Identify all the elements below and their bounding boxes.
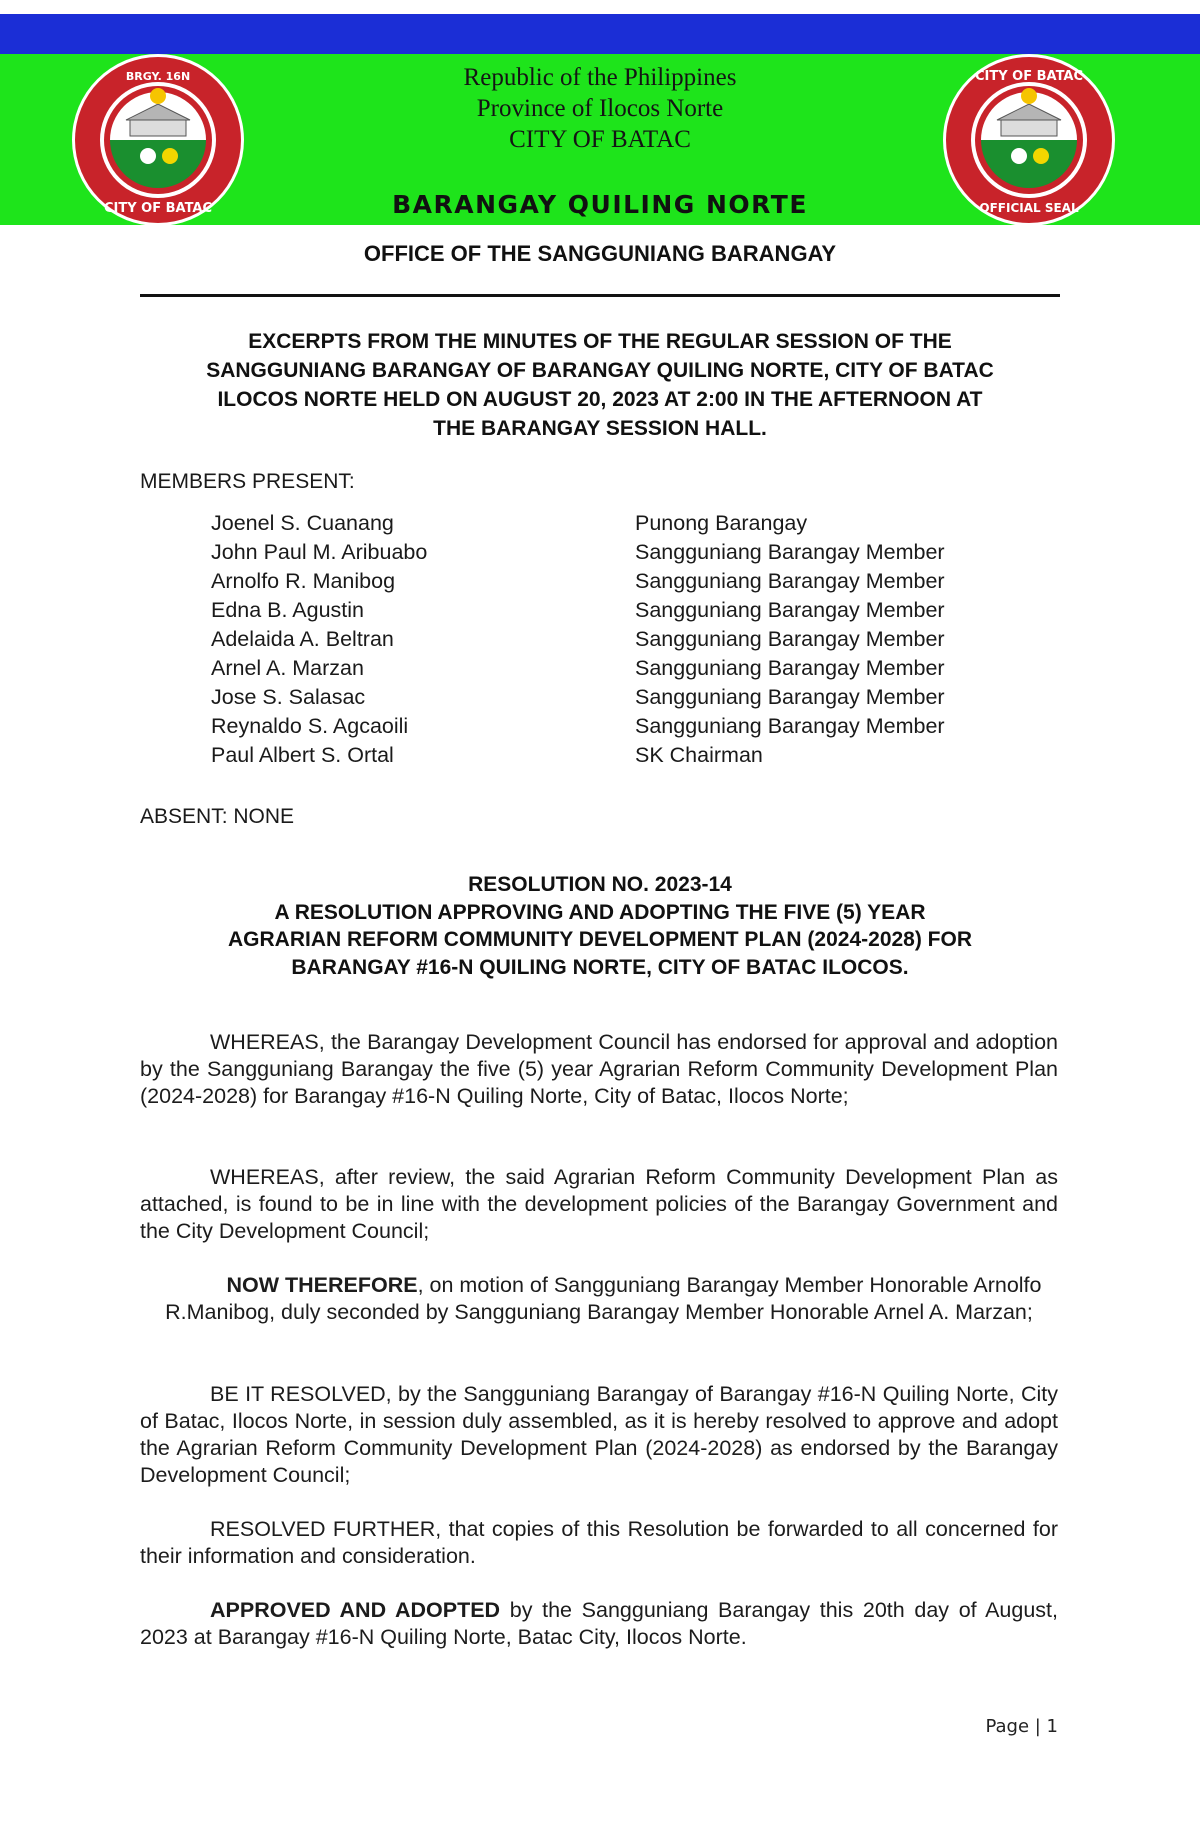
member-name: Arnel A. Marzan: [211, 656, 364, 680]
member-row: [211, 683, 1031, 712]
member-position: Sangguniang Barangay Member: [635, 656, 945, 680]
header-address: [400, 62, 800, 155]
now-therefore-lead: NOW THEREFORE: [226, 1273, 418, 1297]
member-row: [211, 596, 1031, 625]
title-divider: [140, 294, 1060, 297]
member-row: [211, 741, 1031, 770]
member-row: [211, 538, 1031, 567]
member-position: Sangguniang Barangay Member: [635, 714, 945, 738]
page-number: Page | 1: [985, 1716, 1058, 1737]
paragraph-text: RESOLVED FURTHER, that copies of this Resolution be forwarded to all concerned for their information and consideration.: [140, 1517, 1058, 1568]
resolution-title-line: A RESOLUTION APPROVING AND ADOPTING THE FIVE (5) YEAR: [274, 900, 926, 924]
members-present-label: MEMBERS PRESENT:: [140, 470, 355, 493]
resolution-title-line: BARANGAY #16-N QUILING NORTE, CITY OF BATAC ILOCOS.: [291, 955, 909, 979]
paragraph-text: WHEREAS, the Barangay Development Council has endorsed for approval and adoption by the Sangguniang Barangay the five (5) year Agrarian Reform Community Development Plan (2024-2028) for Barangay #16-N Quiling Norte, City of Batac, Ilocos Norte;: [140, 1030, 1058, 1108]
member-row: [211, 625, 1031, 654]
member-name: Arnolfo R. Manibog: [211, 569, 396, 593]
member-position: Sangguniang Barangay Member: [635, 627, 945, 651]
excerpt-line: EXCERPTS FROM THE MINUTES OF THE REGULAR SESSION OF THE: [248, 330, 952, 353]
member-row: [211, 567, 1031, 596]
office-title: OFFICE OF THE SANGGUNIANG BARANGAY: [363, 241, 837, 266]
header-top-bar: [0, 14, 1200, 54]
barangay-seal-icon: [70, 52, 246, 228]
whereas-paragraph-1: [140, 1029, 1058, 1110]
header-province: Province of Ilocos Norte: [476, 95, 724, 122]
absent-line: ABSENT: NONE: [140, 805, 295, 828]
barangay-name: BARANGAY QUILING NORTE: [392, 190, 808, 219]
member-name: Joenel S. Cuanang: [211, 511, 394, 535]
header-country: Republic of the Philippines: [463, 64, 737, 91]
header-city: CITY OF BATAC: [509, 126, 691, 153]
excerpt-line: SANGGUNIANG BARANGAY OF BARANGAY QUILING NORTE, CITY OF BATAC: [206, 359, 994, 382]
member-position: SK Chairman: [635, 743, 763, 767]
svg-text:OFFICIAL SEAL: OFFICIAL SEAL: [979, 201, 1079, 215]
member-position: Punong Barangay: [635, 511, 808, 535]
paragraph-text: , on motion of Sangguniang Barangay Member Honorable Arnolfo R.Manibog, duly seconded by Sangguniang Barangay Member Honorable Arnel A. Marzan;: [165, 1273, 1042, 1324]
svg-text:BRGY. 16N: BRGY. 16N: [125, 70, 191, 83]
paragraph-text: by the Sangguniang Barangay this 20th day of August, 2023 at Barangay #16-N Quiling Norte, Batac City, Ilocos Norte.: [140, 1598, 1059, 1649]
paragraph-text: BE IT RESOLVED, by the Sangguniang Barangay of Barangay #16-N Quiling Norte, City of Batac, Ilocos Norte, in session duly assembled, as it is hereby resolved to approve and adopt the Agrarian Reform Community Development Plan (2024-2028) as endorsed by the Barangay Development Council;: [140, 1382, 1058, 1487]
members-list: [211, 509, 1031, 770]
member-row: [211, 712, 1031, 741]
approved-paragraph: [140, 1597, 1058, 1651]
member-name: Jose S. Salasac: [211, 685, 366, 709]
resolution-title-line: AGRARIAN REFORM COMMUNITY DEVELOPMENT PLAN (2024-2028) FOR: [227, 928, 973, 951]
member-position: Sangguniang Barangay Member: [635, 540, 945, 564]
resolved-paragraph: [140, 1381, 1058, 1489]
svg-text:CITY OF BATAC: CITY OF BATAC: [974, 69, 1084, 84]
member-name: Reynaldo S. Agcaoili: [211, 714, 409, 738]
resolved-further-paragraph: [140, 1516, 1058, 1570]
member-name: John Paul M. Aribuabo: [211, 540, 428, 564]
member-row: [211, 509, 1031, 538]
member-position: Sangguniang Barangay Member: [635, 598, 945, 622]
approved-lead: APPROVED AND ADOPTED: [210, 1598, 501, 1622]
member-position: Sangguniang Barangay Member: [635, 685, 945, 709]
paragraph-text: WHEREAS, after review, the said Agrarian Reform Community Development Plan as attached, is found to be in line with the development policies of the Barangay Government and the City Development Council;: [140, 1165, 1058, 1243]
excerpt-line: ILOCOS NORTE HELD ON AUGUST 20, 2023 AT 2:00 IN THE AFTERNOON AT: [217, 388, 983, 411]
svg-text:CITY OF BATAC: CITY OF BATAC: [103, 201, 213, 216]
member-position: Sangguniang Barangay Member: [635, 569, 945, 593]
member-name: Adelaida A. Beltran: [211, 627, 394, 651]
excerpt-heading: [140, 327, 1060, 443]
now-therefore-paragraph: [140, 1272, 1058, 1326]
whereas-paragraph-2: [140, 1164, 1058, 1245]
member-name: Paul Albert S. Ortal: [211, 743, 394, 767]
member-name: Edna B. Agustin: [211, 598, 364, 622]
resolution-number: RESOLUTION NO. 2023-14: [468, 873, 732, 896]
city-seal-icon: [941, 52, 1117, 228]
member-row: [211, 654, 1031, 683]
resolution-heading: [140, 871, 1060, 981]
excerpt-line: THE BARANGAY SESSION HALL.: [433, 417, 767, 440]
